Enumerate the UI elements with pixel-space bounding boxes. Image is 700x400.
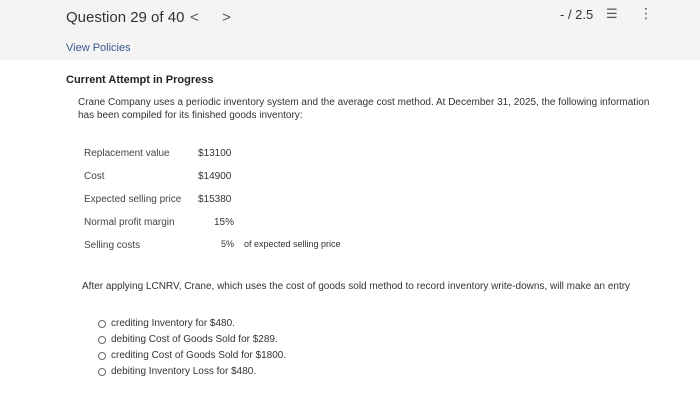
answer-option-1[interactable]: [98, 318, 235, 329]
radio-button-icon[interactable]: [98, 336, 106, 344]
view-policies-link[interactable]: View Policies: [66, 42, 131, 54]
answer-option-3[interactable]: [98, 350, 286, 361]
label-replacement-value: Replacement value: [84, 148, 170, 159]
chevron-left-icon[interactable]: <: [190, 9, 199, 26]
answer-option-2[interactable]: [98, 334, 278, 345]
value-selling-costs: 5%: [221, 239, 235, 249]
label-normal-profit-margin: Normal profit margin: [84, 217, 175, 228]
value-expected-selling-price: $15380: [198, 194, 232, 205]
label-cost: Cost: [84, 171, 105, 182]
radio-button-icon[interactable]: [98, 368, 106, 376]
value-normal-profit-margin: 15%: [214, 217, 235, 228]
question-title: Question 29 of 40: [66, 9, 185, 26]
radio-button-icon[interactable]: [98, 352, 106, 360]
label-selling-costs: Selling costs: [84, 240, 141, 251]
label-expected-selling-price: Expected selling price: [84, 194, 182, 205]
chevron-right-icon[interactable]: >: [222, 9, 231, 26]
list-icon[interactable]: ☰: [606, 6, 618, 21]
value-cost: $14900: [198, 171, 232, 182]
question-text: Crane Company uses a periodic inventory system and the average cost method. At December 31, 2025, the following information has been compiled for its finished goods inventory:: [78, 97, 650, 121]
option-label: debiting Inventory Loss for $480.: [111, 366, 257, 377]
answer-option-4[interactable]: [98, 366, 256, 377]
attempt-status: Current Attempt in Progress: [66, 74, 214, 86]
option-label: crediting Cost of Goods Sold for $1800.: [111, 350, 287, 361]
score-label: - / 2.5: [560, 7, 594, 22]
value-replacement-value: $13100: [198, 148, 232, 159]
answer-prompt: After applying LCNRV, Crane, which uses the cost of goods sold method to record inventory write-downs, will make an entry: [82, 281, 631, 292]
option-label: debiting Cost of Goods Sold for $289.: [111, 334, 278, 345]
more-vertical-icon[interactable]: ⋮: [639, 5, 653, 21]
radio-button-icon[interactable]: [98, 320, 106, 328]
note-selling-costs: of expected selling price: [244, 239, 341, 249]
option-label: crediting Inventory for $480.: [111, 318, 235, 329]
